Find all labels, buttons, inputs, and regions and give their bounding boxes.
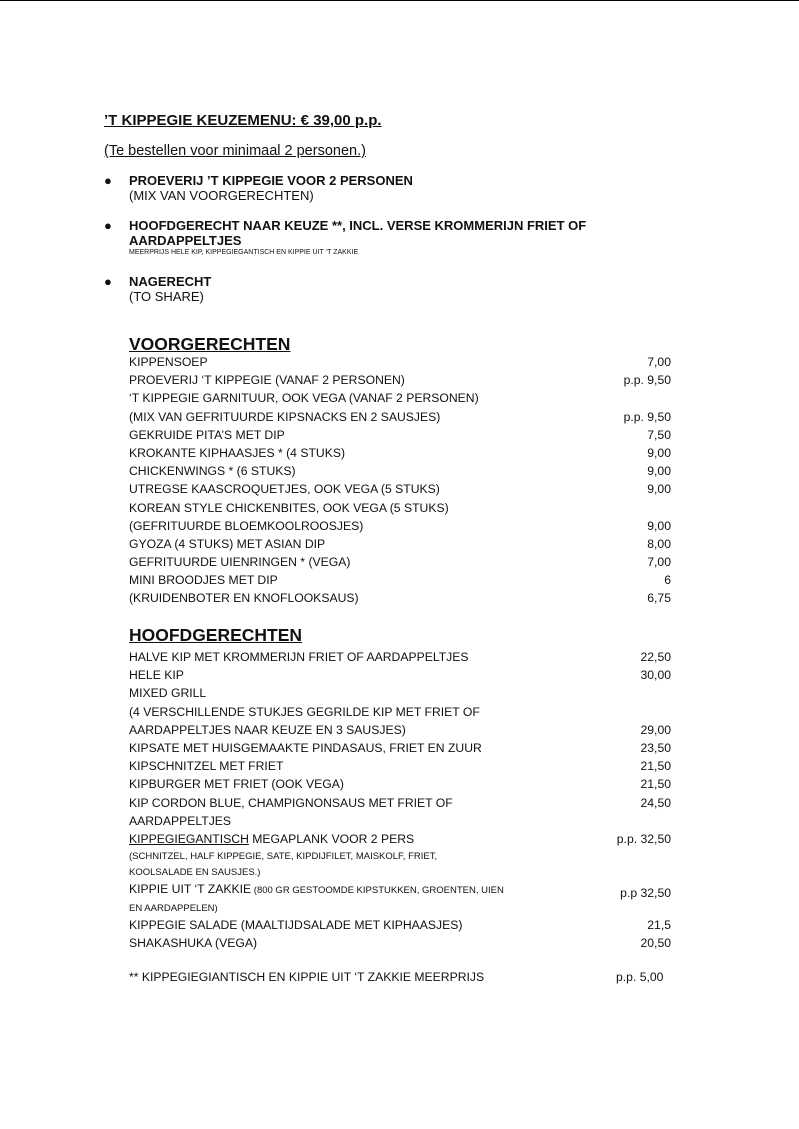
menu-row: [129, 757, 671, 775]
item-name: MINI BROODJES MET DIP: [129, 573, 278, 588]
menu-row: [129, 648, 671, 666]
item-price: 30,00: [640, 668, 671, 683]
item-name: CHICKENWINGS * (6 STUKS): [129, 464, 296, 479]
item-name: GYOZA (4 STUKS) MET ASIAN DIP: [129, 536, 326, 551]
item-price: 6: [664, 573, 671, 588]
menu-row: [129, 794, 671, 812]
item-price: 7,00: [647, 355, 671, 369]
item-price: 8,00: [647, 536, 671, 551]
item-price: p.p. 32,50: [616, 831, 671, 846]
item-price: 21,50: [640, 777, 671, 792]
bullet-subtitle: (TO SHARE): [129, 289, 204, 304]
item-name: (MIX VAN GEFRITUURDE KIPSNACKS EN 2 SAUSJES): [129, 409, 441, 424]
item-name: (GEFRITUURDE BLOEMKOOLROOSJES): [129, 518, 364, 533]
menu-row: [129, 916, 671, 934]
item-price: 7,50: [647, 427, 671, 442]
item-name: PROEVERIJ ‘T KIPPEGIE (VANAF 2 PERSONEN): [129, 373, 405, 388]
item-name: (KRUIDENBOTER EN KNOFLOOKSAUS): [129, 591, 359, 606]
bullet-subtitle: (MIX VAN VOORGERECHTEN): [129, 188, 314, 203]
menu-row: [129, 480, 671, 498]
item-name: KIPBURGER MET FRIET (OOK VEGA): [129, 777, 344, 792]
item-price: 24,50: [640, 795, 671, 810]
item-price: 9,00: [647, 445, 671, 460]
item-name: KIP CORDON BLUE, CHAMPIGNONSAUS MET FRIET OF: [129, 795, 453, 810]
bullet-dot-icon: ●: [104, 173, 112, 188]
page-title: ’T KIPPEGIE KEUZEMENU: € 39,00 p.p.: [104, 112, 382, 129]
menu-row: [129, 517, 671, 535]
menu-row: [129, 739, 671, 757]
bullet-title: HOOFDGERECHT NAAR KEUZE **, INCL. VERSE KROMMERIJN FRIET OF AARDAPPELTJES: [129, 218, 587, 248]
menu-row: [129, 462, 671, 480]
menu-row: [129, 389, 671, 407]
menu-row: [129, 812, 671, 830]
bullet-title: PROEVERIJ ’T KIPPEGIE VOOR 2 PERSONEN: [129, 173, 413, 188]
item-price: p.p. 9,50: [623, 373, 671, 388]
menu-row: [129, 371, 671, 389]
item-name: [129, 881, 504, 899]
item-name-detail: (800 GR GESTOOMDE KIPSTUKKEN, GROENTEN, UIEN: [251, 885, 504, 897]
item-price: 7,00: [647, 555, 671, 570]
section-heading-voorgerechten: VOORGERECHTEN: [129, 334, 291, 354]
item-price: p.p 32,50: [620, 886, 671, 901]
item-price: p.p. 9,50: [623, 409, 671, 424]
item-name: KIPSCHNITZEL MET FRIET: [129, 759, 284, 774]
item-name: KIPSATE MET HUISGEMAAKTE PINDASAUS, FRIET EN ZUUR: [129, 740, 482, 755]
bullet-dot-icon: ●: [104, 274, 112, 289]
bullet-note: MEERPRIJS HELE KIP, KIPPEGIEGANTISCH EN KIPPIE UIT ‘T ZAKKIE: [129, 249, 359, 256]
item-price: 23,50: [640, 740, 671, 755]
menu-row: [129, 553, 671, 571]
item-name-rest: MEGAPLANK VOOR 2 PERS: [248, 831, 415, 846]
menu-row: [129, 703, 671, 721]
menu-row: [129, 408, 671, 426]
item-detail: KOOLSALADE EN SAUSJES.): [129, 867, 261, 879]
item-price: 9,00: [647, 464, 671, 479]
menu-row: [129, 775, 671, 793]
item-name: (4 VERSCHILLENDE STUKJES GEGRILDE KIP MET FRIET OF: [129, 704, 480, 719]
voorgerechten-list: [129, 353, 671, 608]
item-name: [129, 830, 414, 848]
menu-row: [129, 666, 671, 684]
menu-row: [129, 684, 671, 702]
menu-row: [129, 589, 671, 607]
item-name-main: KIPPIE UIT ‘T ZAKKIE: [129, 882, 252, 897]
menu-row-zakkie: [129, 881, 671, 901]
item-name: HALVE KIP MET KROMMERIJN FRIET OF AARDAPPELTJES: [129, 650, 469, 664]
menu-row: [129, 934, 671, 952]
menu-row: [129, 353, 671, 371]
menu-row: [129, 721, 671, 739]
item-name-underlined: KIPPEGIEGANTISCH: [129, 831, 249, 846]
item-name: ‘T KIPPEGIE GARNITUUR, OOK VEGA (VANAF 2 PERSONEN): [129, 391, 479, 406]
menu-row: [129, 535, 671, 553]
footnote-text: ** KIPPEGIEGIANTISCH EN KIPPIE UIT ‘T ZAKKIE MEERPRIJS: [129, 970, 485, 984]
item-detail: EN AARDAPPELEN): [129, 903, 218, 915]
item-detail: (SCHNITZEL, HALF KIPPEGIE, SATE, KIPDIJFILET, MAISKOLF, FRIET,: [129, 851, 438, 863]
item-price: 9,00: [647, 518, 671, 533]
section-heading-hoofdgerechten: HOOFDGERECHTEN: [129, 625, 303, 645]
item-price: 21,50: [640, 759, 671, 774]
item-price: 29,00: [640, 722, 671, 737]
footnote-price: p.p. 5,00: [616, 970, 664, 984]
menu-row-megaplank: [129, 830, 671, 848]
item-price: 9,00: [647, 482, 671, 497]
item-price: 6,75: [647, 591, 671, 606]
item-name: AARDAPPELTJES NAAR KEUZE EN 3 SAUSJES): [129, 722, 406, 737]
item-name: GEKRUIDE PITA’S MET DIP: [129, 427, 285, 442]
menu-row: [129, 426, 671, 444]
item-name: KROKANTE KIPHAASJES * (4 STUKS): [129, 445, 346, 460]
menu-row: [129, 444, 671, 462]
item-name: MIXED GRILL: [129, 686, 207, 701]
menu-row: [129, 571, 671, 589]
bullet-title: NAGERECHT: [129, 274, 212, 289]
item-name: AARDAPPELTJES: [129, 813, 232, 828]
item-name: SHAKASHUKA (VEGA): [129, 936, 258, 951]
item-name: GEFRITUURDE UIENRINGEN * (VEGA): [129, 555, 351, 570]
item-price: 22,50: [640, 650, 671, 664]
item-name: KOREAN STYLE CHICKENBITES, OOK VEGA (5 STUKS): [129, 500, 449, 515]
page-subtitle: (Te bestellen voor minimaal 2 personen.): [104, 143, 366, 159]
item-price: 20,50: [640, 936, 671, 951]
item-price: 21,5: [647, 918, 671, 933]
item-name: KIPPENSOEP: [129, 355, 208, 369]
menu-row: [129, 499, 671, 517]
hoofdgerechten-list: [129, 648, 671, 952]
bullet-dot-icon: ●: [104, 218, 112, 233]
item-name: UTREGSE KAASCROQUETJES, OOK VEGA (5 STUKS): [129, 482, 440, 497]
item-name: KIPPEGIE SALADE (MAALTIJDSALADE MET KIPHAASJES): [129, 918, 463, 933]
item-name: HELE KIP: [129, 668, 184, 683]
